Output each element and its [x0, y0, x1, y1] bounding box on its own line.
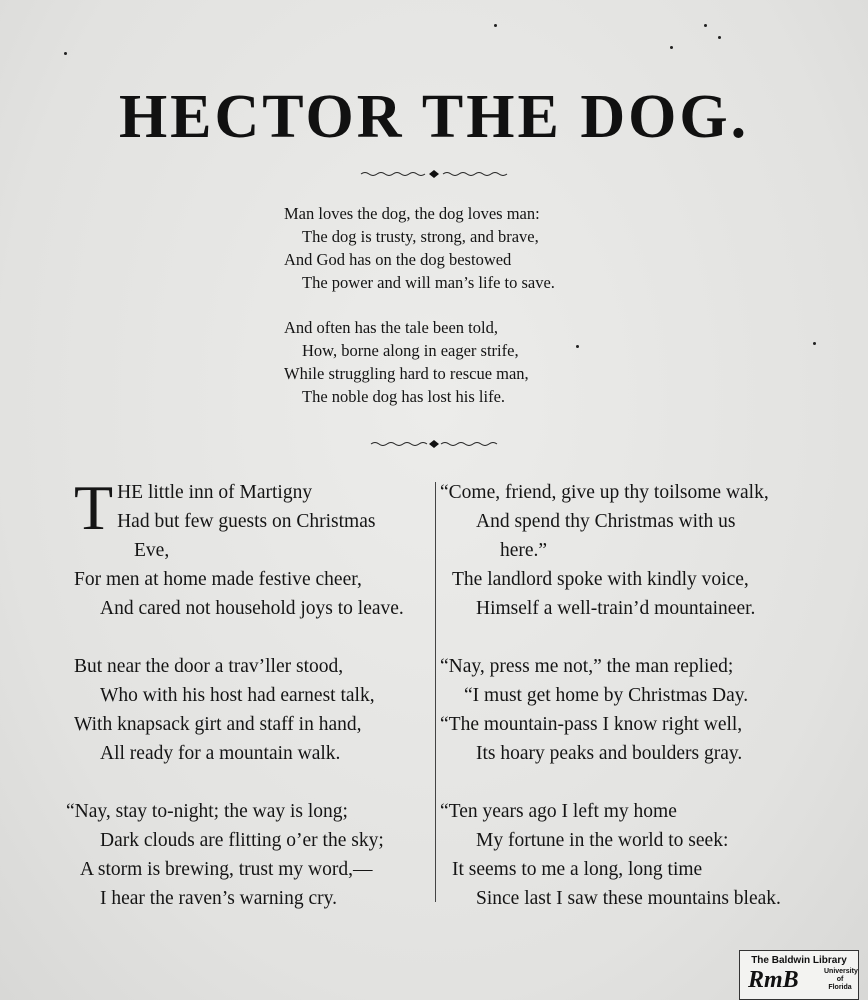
- column-divider: [435, 482, 436, 902]
- verse-line: “Come, friend, give up thy toilsome walk,: [440, 482, 769, 503]
- verse-line: Since last I saw these mountains bleak.: [476, 888, 781, 909]
- verse-line: Who with his host had earnest talk,: [100, 685, 375, 706]
- left-stanza-3: [66, 797, 424, 913]
- verse-line: “I must get home by Christmas Day.: [464, 685, 749, 706]
- verse-line: The landlord spoke with kindly voice,: [452, 569, 749, 590]
- verse-line: My fortune in the world to seek:: [476, 830, 729, 851]
- paper-speck: [670, 46, 673, 49]
- verse-line: “Nay, press me not,” the man replied;: [440, 656, 734, 677]
- stamp-university-line: University: [824, 968, 858, 975]
- right-stanza-1: [440, 478, 820, 623]
- verse-line: All ready for a mountain walk.: [100, 743, 341, 764]
- right-stanza-3: [440, 797, 820, 913]
- paper-speck: [718, 36, 721, 39]
- drop-cap: T: [74, 472, 114, 543]
- verse-line: It seems to me a long, long time: [452, 859, 703, 880]
- paper-speck: [494, 24, 497, 27]
- title-ornament: [0, 168, 868, 180]
- verse-line: A storm is brewing, trust my word,—: [80, 859, 373, 880]
- paper-speck: [813, 342, 816, 345]
- verse-line: Dark clouds are flitting o’er the sky;: [100, 830, 384, 851]
- verse-line: The dog is trusty, strong, and brave,: [302, 227, 539, 246]
- verse-line: “The mountain-pass I know right well,: [440, 714, 743, 735]
- verse-line: “Ten years ago I left my home: [440, 801, 677, 822]
- library-stamp: [739, 950, 859, 1000]
- verse-line: And spend thy Christmas with us: [476, 511, 736, 532]
- verse-line: But near the door a trav’ller stood,: [74, 656, 344, 677]
- verse-line: And cared not household joys to leave.: [100, 598, 404, 619]
- verse-line: While struggling hard to rescue man,: [284, 364, 529, 383]
- verse-line: With knapsack girt and staff in hand,: [74, 714, 362, 735]
- paper-speck: [576, 345, 579, 348]
- right-stanza-2: [440, 652, 820, 768]
- poem-title: HECTOR THE DOG.: [118, 83, 750, 151]
- verse-line: HE little inn of Martigny: [117, 482, 313, 503]
- left-column: [66, 472, 424, 942]
- stamp-university-line: of: [836, 976, 844, 983]
- verse-line: Had but few guests on Christmas: [117, 511, 376, 532]
- verse-line: The power and will man’s life to save.: [302, 273, 555, 292]
- verse-line: And often has the tale been told,: [284, 318, 498, 337]
- stamp-university-line: Florida: [828, 984, 852, 991]
- verse-line: Man loves the dog, the dog loves man:: [284, 204, 540, 223]
- intro-verse: [284, 202, 644, 430]
- verse-line: The noble dog has lost his life.: [302, 387, 506, 406]
- verse-line: here.”: [500, 540, 548, 561]
- left-stanza-1: [74, 472, 424, 623]
- verse-line: I hear the raven’s warning cry.: [100, 888, 337, 909]
- verse-line: For men at home made festive cheer,: [74, 569, 362, 590]
- stamp-monogram: RmB: [748, 967, 799, 993]
- left-stanza-2: [74, 652, 424, 768]
- paper-speck: [64, 52, 67, 55]
- stamp-university: [824, 968, 856, 992]
- verse-line: How, borne along in eager strife,: [302, 341, 519, 360]
- verse-line: Himself a well-train’d mountaineer.: [476, 598, 756, 619]
- section-ornament: [0, 438, 868, 450]
- verse-line: Eve,: [134, 540, 170, 561]
- intro-stanza-1: [284, 202, 644, 294]
- paper-speck: [704, 24, 707, 27]
- right-column: [440, 478, 820, 942]
- verse-line: And God has on the dog bestowed: [284, 250, 512, 269]
- intro-stanza-2: [284, 316, 644, 408]
- verse-line: “Nay, stay to-night; the way is long;: [66, 801, 348, 822]
- stamp-library-name: The Baldwin Library: [751, 955, 847, 966]
- verse-line: Its hoary peaks and boulders gray.: [476, 743, 743, 764]
